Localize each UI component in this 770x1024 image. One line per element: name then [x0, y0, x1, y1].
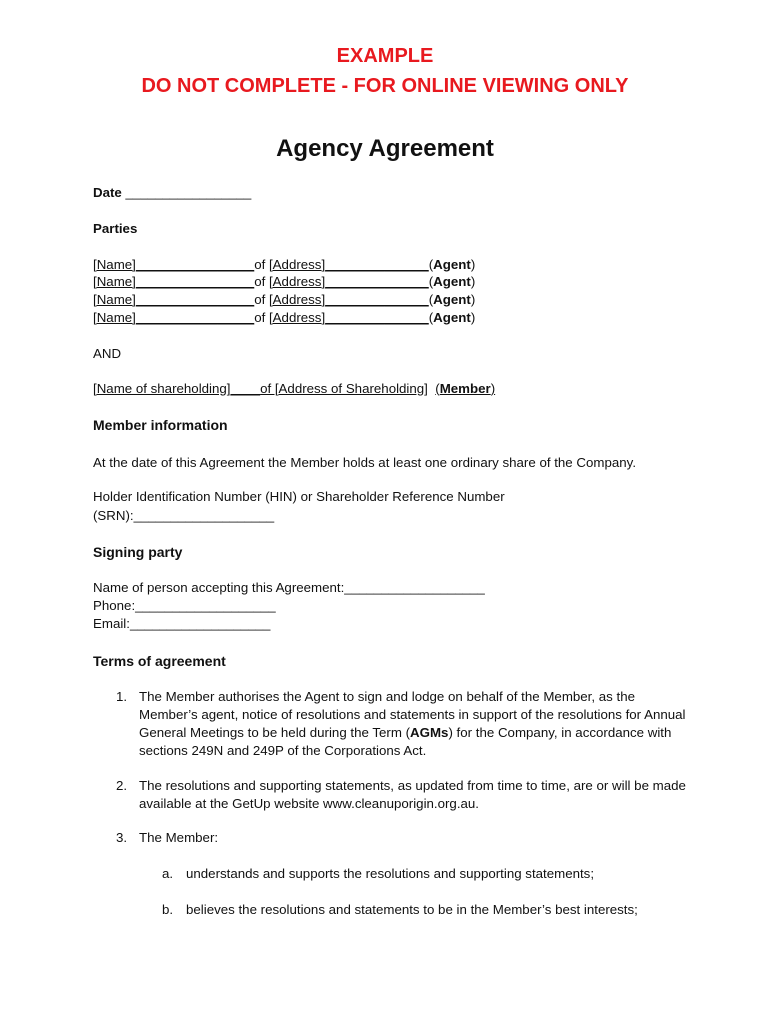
viewing-only-banner: DO NOT COMPLETE - FOR ONLINE VIEWING ONLY: [141, 75, 629, 97]
srn-line: (SRN):___________________: [93, 508, 275, 523]
member-info-heading: Member information: [93, 417, 228, 433]
member-info-statement: At the date of this Agreement the Member holds at least one ordinary share of the Company.: [93, 455, 637, 470]
subitem-letter: b.: [162, 902, 174, 917]
agent-address: [Address]______________: [268, 292, 429, 307]
term-number: 2.: [116, 778, 128, 793]
agent-name: [Name]________________: [93, 257, 255, 272]
agent-of: of: [254, 257, 266, 272]
date-blank: _________________: [125, 185, 252, 200]
signing-name-line: Name of person accepting this Agreement:___________________: [93, 580, 485, 595]
agent-row: [Name]________________of [Address]______________(Agent): [93, 274, 476, 289]
agent-address: [Address]______________: [268, 274, 429, 289]
example-banner: EXAMPLE: [336, 45, 434, 67]
date-label: Date: [93, 185, 122, 200]
term-number: 3.: [116, 830, 128, 845]
agent-role: Agent: [433, 257, 471, 272]
agent-row: [Name]________________of [Address]______________(Agent): [93, 310, 476, 325]
agent-name: [Name]________________: [93, 274, 255, 289]
signing-phone-line: Phone:___________________: [93, 598, 276, 613]
agent-role: Agent: [433, 310, 471, 325]
subitem-a: understands and supports the resolutions and supporting statements;: [186, 866, 595, 881]
term-item-3: The Member:: [139, 830, 219, 845]
and-label: AND: [93, 346, 122, 361]
terms-heading: Terms of agreement: [93, 653, 226, 669]
signing-party-heading: Signing party: [93, 544, 183, 560]
subitem-letter: a.: [162, 866, 174, 881]
hin-line: Holder Identification Number (HIN) or Shareholder Reference Number: [93, 489, 505, 504]
agent-row: [Name]________________of [Address]______________(Agent): [93, 292, 476, 307]
subitem-b: believes the resolutions and statements to be in the Member’s best interests;: [186, 902, 638, 917]
agent-role: Agent: [433, 274, 471, 289]
date-line: [93, 184, 251, 202]
agent-row: [Name]________________of [Address]______________(Agent): [93, 257, 476, 272]
agent-of: of: [254, 274, 266, 289]
agms-term: AGMs: [410, 725, 449, 740]
member-name: [Name of shareholding]: [93, 381, 231, 396]
agent-role: Agent: [433, 292, 471, 307]
document-title: Agency Agreement: [276, 135, 494, 162]
member-party-row: [Name of shareholding]____of [Address of Shareholding] (Member): [93, 381, 496, 396]
agent-address: [Address]______________: [268, 310, 429, 325]
member-role: Member: [439, 381, 491, 396]
parties-heading: Parties: [93, 221, 138, 236]
agent-address: [Address]______________: [268, 257, 429, 272]
agent-name: [Name]________________: [93, 292, 255, 307]
signing-email-line: Email:___________________: [93, 616, 271, 631]
term-item-1: The Member authorises the Agent to sign and lodge on behalf of the Member, as the Member’s agent, notice of resolutions and statements in support of the resolutions for Annual General Meetings to be held during the Term (AGMs) for the Company, in accordance with sections 249N and 249P of the Corporations Act.: [139, 689, 686, 758]
agent-of: of: [254, 292, 266, 307]
agent-of: of: [254, 310, 266, 325]
agent-name: [Name]________________: [93, 310, 255, 325]
term-item-2: The resolutions and supporting statements, as updated from time to time, are or will be made available at the GetUp website www.cleanuporigin.org.au.: [139, 778, 686, 811]
member-address: of [Address of Shareholding]: [260, 381, 428, 396]
term-number: 1.: [116, 689, 128, 704]
